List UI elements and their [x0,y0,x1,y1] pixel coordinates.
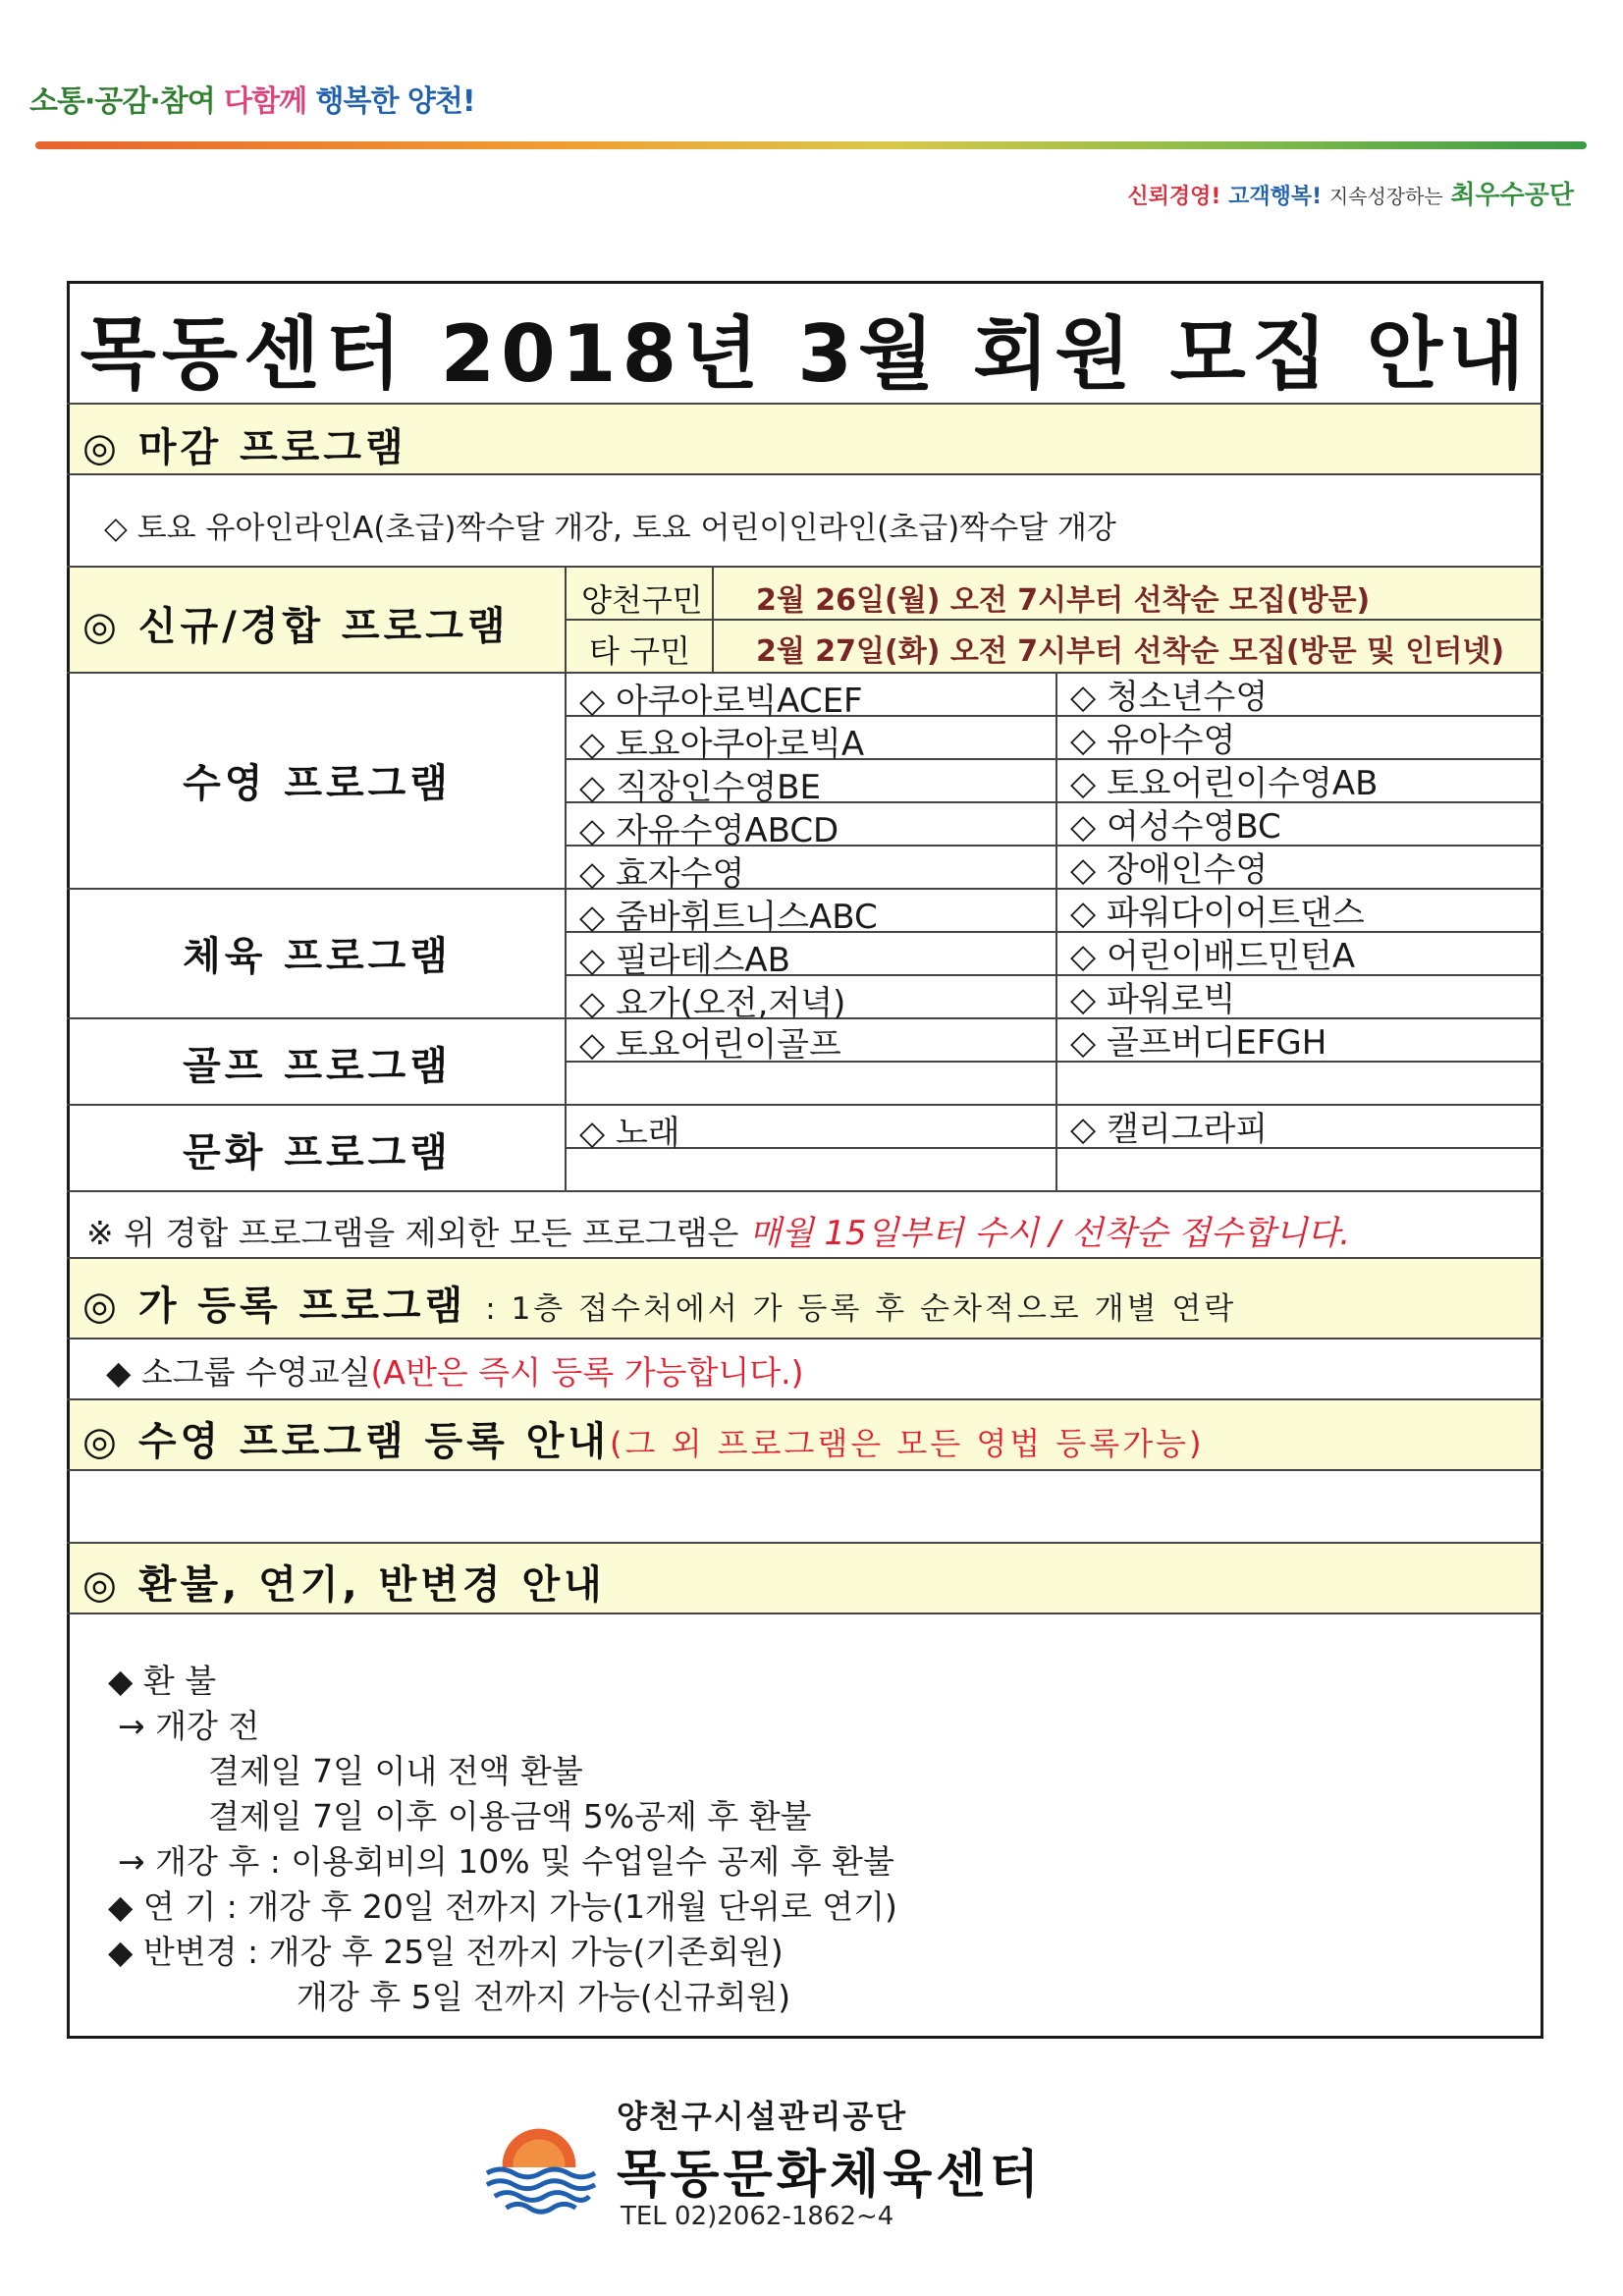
divider [67,566,1543,568]
refund-line: → 개강 전 [118,1707,260,1745]
list-item: ◇ 어린이배드민턴A [1070,937,1356,976]
prereg-item-prefix: ◆ 소그룹 수영교실 [106,1353,371,1392]
new-row-2-label: 타 구민 [589,632,690,670]
new-row-2-schedule: 2월 27일(화) 오전 7시부터 선착순 모집(방문 및 인터넷) [756,634,1505,669]
page-title: 목동센터 2018년 3월 회원 모집 안내 [80,308,1531,400]
prereg-item-highlight: (A반은 즉시 등록 가능합니다.) [370,1353,804,1392]
divider [67,473,1543,475]
list-item: ◇ 청소년수영 [1070,678,1269,717]
list-item: ◇ 직장인수영BE [579,768,821,807]
list-item: ◇ 노래 [579,1114,680,1153]
divider [67,1104,1543,1106]
list-item: ◇ 장애인수영 [1070,850,1269,890]
refund-line: ◆ 환 불 [108,1662,217,1700]
refund-line: → 개강 후 : 이용회비의 10% 및 수업일수 공제 후 환불 [118,1842,894,1881]
list-item: ◇ 파워로빅 [1070,980,1236,1019]
sun-wave-logo-icon [481,2109,597,2225]
list-item: ◇ 필라테스AB [579,941,790,980]
list-item: ◇ 여성수영BC [1070,807,1281,847]
note-line [86,1206,1350,1254]
note-highlight: 매월 15일부터 수시 / 선착순 접수합니다. [748,1214,1351,1253]
prereg-heading-line [82,1275,1236,1331]
footer-center-name: 목동문화체육센터 [617,2146,1043,2205]
column-divider [565,566,567,1190]
closed-heading: ◎ 마감 프로그램 [82,425,407,470]
list-item: ◇ 줌바휘트니스ABC [579,898,878,937]
golf-program-label: 골프 프로그램 [183,1044,452,1089]
list-item: ◇ 요가(오전,저녁) [579,984,846,1023]
prereg-item [106,1347,803,1394]
refund-line: 개강 후 5일 전까지 가능(신규회원) [297,1978,791,2016]
culture-program-label: 문화 프로그램 [183,1130,452,1175]
divider [67,1190,1543,1192]
divider [67,1613,1543,1614]
prereg-sub: : 1층 접수처에서 가 등록 후 순차적으로 개별 연락 [485,1291,1237,1327]
divider [67,1257,1543,1259]
new-heading: ◎ 신규/경합 프로그램 [82,604,510,649]
list-item: ◇ 아쿠아로빅ACEF [579,682,863,721]
motto-part-1: 신뢰경영! [1127,185,1221,209]
swim-program-label: 수영 프로그램 [183,761,452,806]
footer-tel: TEL 02)2062-1862~4 [621,2202,894,2231]
column-divider [712,566,714,672]
swim-reg-heading-line [82,1410,1205,1466]
header-slogan [29,77,475,120]
list-item: ◇ 효자수영 [579,854,745,894]
list-item: ◇ 골프버디EFGH [1070,1023,1327,1063]
refund-line: 결제일 7일 이내 전액 환불 [208,1752,583,1790]
new-row-1-label: 양천구민 [581,581,703,619]
list-item: ◇ 파워다이어트댄스 [1070,894,1365,933]
note-prefix: ※ 위 경합 프로그램을 제외한 모든 프로그램은 [86,1214,739,1252]
prereg-heading: ◎ 가 등록 프로그램 [82,1284,467,1329]
slogan-part-2: 다함께 [224,84,307,119]
motto-part-3: 지속성장하는 [1328,185,1443,208]
motto-part-2: 고객행복! [1228,185,1323,209]
slogan-part-1: 소통·공감·참여 [29,84,215,119]
slogan-part-3: 행복한 양천! [315,84,475,119]
list-item: ◇ 캘리그라피 [1070,1110,1269,1149]
closed-text: ◇ 토요 유아인라인A(초급)짝수달 개강, 토요 어린이인라인(초급)짝수달 개강 [104,511,1116,546]
new-row-1-schedule: 2월 26일(월) 오전 7시부터 선착순 모집(방문) [756,583,1371,618]
refund-line: ◆ 연 기 : 개강 후 20일 전까지 가능(1개월 단위로 연기) [108,1887,897,1926]
list-item: ◇ 토요어린이골프 [579,1025,841,1065]
list-item: ◇ 유아수영 [1070,721,1236,760]
list-item: ◇ 토요어린이수영AB [1070,764,1379,803]
motto-part-4: 최우수공단 [1450,181,1574,210]
column-divider [1055,672,1057,1190]
list-item: ◇ 토요아쿠아로빅A [579,725,865,764]
refund-heading: ◎ 환불, 연기, 반변경 안내 [82,1562,606,1608]
header-gradient-rule [35,141,1587,149]
header-motto [1127,175,1574,211]
fitness-program-label: 체육 프로그램 [183,934,452,979]
divider [67,1469,1543,1471]
divider [67,1542,1543,1544]
divider [67,1398,1543,1400]
refund-line: ◆ 반변경 : 개강 후 25일 전까지 가능(기존회원) [108,1933,784,1971]
swim-reg-heading: ◎ 수영 프로그램 등록 안내 [82,1419,611,1464]
divider [565,1147,1543,1149]
list-item: ◇ 자유수영ABCD [579,811,839,850]
swim-reg-highlight: (그 외 프로그램은 모든 영법 등록가능) [610,1425,1205,1462]
footer-org: 양천구시설관리공단 [617,2098,908,2135]
refund-line: 결제일 7일 이후 이용금액 5%공제 후 환불 [208,1797,812,1835]
divider [67,1338,1543,1339]
